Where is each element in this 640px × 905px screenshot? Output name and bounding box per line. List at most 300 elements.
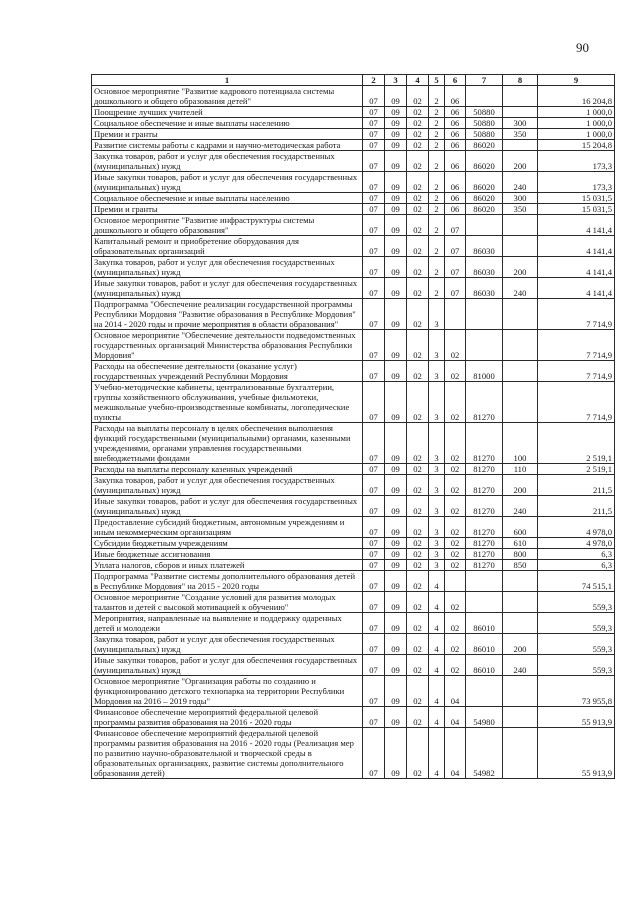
subprogram-code-cell: 2 [429, 236, 445, 257]
item-name-cell: Закупка товаров, работ и услуг для обеспечения государственных (муниципальных) нужд [92, 475, 363, 496]
direction-code-cell: 81000 [466, 361, 503, 382]
amount-cell: 4 141,4 [538, 236, 615, 257]
subsection-code-cell: 09 [385, 538, 407, 549]
subprogram-code-cell: 3 [429, 475, 445, 496]
program-code-cell: 02 [407, 538, 429, 549]
item-name-cell: Мероприятия, направленные на выявление и поддержку одаренных детей и молодежи [92, 613, 363, 634]
item-name-cell: Основное мероприятие "Создание условий для развития молодых талантов и детей с высокой мотивацией к обучению" [92, 592, 363, 613]
item-name-cell: Расходы на выплаты персоналу казенных учреждений [92, 464, 363, 475]
direction-code-cell: 81270 [466, 496, 503, 517]
section-code-cell: 07 [363, 107, 385, 118]
subsection-code-cell: 09 [385, 728, 407, 779]
direction-code-cell: 81270 [466, 517, 503, 538]
table-row [92, 204, 615, 215]
header-row [92, 75, 615, 86]
measure-code-cell: 06 [445, 172, 466, 193]
direction-code-cell: 50880 [466, 107, 503, 118]
measure-code-cell: 04 [445, 676, 466, 707]
table-row [92, 172, 615, 193]
measure-code-cell [445, 571, 466, 592]
header-cell: 2 [363, 75, 385, 86]
table-row [92, 613, 615, 634]
section-code-cell: 07 [363, 118, 385, 129]
item-name-cell: Подпрограмма "Обеспечение реализации государственной программы Республики Мордовия "Развитие образования в Республике Мордовия" на 2014 - 2020 годы и прочие мероприятия в области образования" [92, 299, 363, 330]
direction-code-cell: 81270 [466, 423, 503, 464]
table-row [92, 496, 615, 517]
amount-cell: 15 204,8 [538, 140, 615, 151]
section-code-cell: 07 [363, 257, 385, 278]
subprogram-code-cell: 3 [429, 517, 445, 538]
subsection-code-cell: 09 [385, 571, 407, 592]
section-code-cell: 07 [363, 236, 385, 257]
measure-code-cell: 02 [445, 549, 466, 560]
measure-code-cell: 02 [445, 517, 466, 538]
subsection-code-cell: 09 [385, 86, 407, 107]
measure-code-cell: 06 [445, 129, 466, 140]
amount-cell: 7 714,9 [538, 299, 615, 330]
item-name-cell: Предоставление субсидий бюджетным, автономным учреждениям и иным некоммерческим организациям [92, 517, 363, 538]
measure-code-cell: 07 [445, 236, 466, 257]
amount-cell: 559,3 [538, 655, 615, 676]
amount-cell: 1 000,0 [538, 129, 615, 140]
program-code-cell: 02 [407, 361, 429, 382]
subprogram-code-cell: 4 [429, 571, 445, 592]
section-code-cell: 07 [363, 361, 385, 382]
direction-code-cell: 86010 [466, 613, 503, 634]
expense-type-code-cell: 200 [503, 257, 538, 278]
section-code-cell: 07 [363, 549, 385, 560]
program-code-cell: 02 [407, 107, 429, 118]
item-name-cell: Основное мероприятие "Развитие кадрового потенциала системы дошкольного и общего образования детей" [92, 86, 363, 107]
amount-cell: 55 913,9 [538, 728, 615, 779]
subprogram-code-cell: 3 [429, 464, 445, 475]
subprogram-code-cell: 4 [429, 613, 445, 634]
item-name-cell: Основное мероприятие "Развитие инфраструктуры системы дошкольного и общего образования" [92, 215, 363, 236]
subsection-code-cell: 09 [385, 464, 407, 475]
amount-cell: 15 031,5 [538, 204, 615, 215]
item-name-cell: Иные закупки товаров, работ и услуг для обеспечения государственных (муниципальных) нужд [92, 496, 363, 517]
expense-type-code-cell [503, 86, 538, 107]
program-code-cell: 02 [407, 707, 429, 728]
amount-cell: 2 519,1 [538, 464, 615, 475]
amount-cell: 7 714,9 [538, 330, 615, 361]
measure-code-cell: 02 [445, 592, 466, 613]
direction-code-cell [466, 676, 503, 707]
subprogram-code-cell: 2 [429, 257, 445, 278]
subprogram-code-cell: 2 [429, 86, 445, 107]
program-code-cell: 02 [407, 560, 429, 571]
measure-code-cell: 02 [445, 464, 466, 475]
measure-code-cell: 06 [445, 86, 466, 107]
measure-code-cell: 04 [445, 728, 466, 779]
measure-code-cell: 06 [445, 193, 466, 204]
section-code-cell: 07 [363, 538, 385, 549]
program-code-cell: 02 [407, 236, 429, 257]
subprogram-code-cell: 2 [429, 193, 445, 204]
table-row [92, 464, 615, 475]
expense-type-code-cell: 350 [503, 204, 538, 215]
header-cell: 9 [538, 75, 615, 86]
expense-type-code-cell [503, 382, 538, 423]
item-name-cell: Финансовое обеспечение мероприятий федеральной целевой программы развития образования на 2016 - 2020 годы (Реализация мер по развитию научно-образовательной и творческой среды в образовательных организациях, развитие системы дополнительного образования детей) [92, 728, 363, 779]
direction-code-cell: 86030 [466, 278, 503, 299]
table-row [92, 86, 615, 107]
direction-code-cell: 81270 [466, 475, 503, 496]
item-name-cell: Подпрограмма "Развитие системы дополнительного образования детей в Республике Мордовия" на 2015 - 2020 годы [92, 571, 363, 592]
expense-type-code-cell [503, 215, 538, 236]
program-code-cell: 02 [407, 140, 429, 151]
expense-type-code-cell [503, 676, 538, 707]
subprogram-code-cell: 2 [429, 107, 445, 118]
measure-code-cell: 02 [445, 538, 466, 549]
budget-table [91, 74, 615, 779]
amount-cell: 559,3 [538, 613, 615, 634]
subsection-code-cell: 09 [385, 655, 407, 676]
section-code-cell: 07 [363, 129, 385, 140]
expense-type-code-cell [503, 707, 538, 728]
program-code-cell: 02 [407, 118, 429, 129]
expense-type-code-cell: 110 [503, 464, 538, 475]
program-code-cell: 02 [407, 330, 429, 361]
expense-type-code-cell [503, 107, 538, 118]
subsection-code-cell: 09 [385, 676, 407, 707]
item-name-cell: Развитие системы работы с кадрами и научно-методическая работа [92, 140, 363, 151]
table-row [92, 299, 615, 330]
subsection-code-cell: 09 [385, 151, 407, 172]
section-code-cell: 07 [363, 634, 385, 655]
direction-code-cell [466, 330, 503, 361]
subsection-code-cell: 09 [385, 140, 407, 151]
amount-cell: 4 978,0 [538, 538, 615, 549]
expense-type-code-cell: 100 [503, 423, 538, 464]
measure-code-cell: 06 [445, 107, 466, 118]
program-code-cell: 02 [407, 193, 429, 204]
section-code-cell: 07 [363, 496, 385, 517]
direction-code-cell [466, 592, 503, 613]
subprogram-code-cell: 3 [429, 361, 445, 382]
item-name-cell: Социальное обеспечение и иные выплаты населению [92, 118, 363, 129]
expense-type-code-cell [503, 140, 538, 151]
program-code-cell: 02 [407, 299, 429, 330]
table-row [92, 330, 615, 361]
direction-code-cell [466, 86, 503, 107]
program-code-cell: 02 [407, 475, 429, 496]
direction-code-cell: 86020 [466, 204, 503, 215]
subprogram-code-cell: 2 [429, 129, 445, 140]
expense-type-code-cell [503, 299, 538, 330]
measure-code-cell: 07 [445, 215, 466, 236]
table-body [92, 86, 615, 779]
direction-code-cell: 86020 [466, 172, 503, 193]
program-code-cell: 02 [407, 129, 429, 140]
subprogram-code-cell: 3 [429, 382, 445, 423]
expense-type-code-cell [503, 592, 538, 613]
section-code-cell: 07 [363, 382, 385, 423]
direction-code-cell [466, 571, 503, 592]
table-row [92, 517, 615, 538]
expense-type-code-cell: 600 [503, 517, 538, 538]
subprogram-code-cell: 4 [429, 707, 445, 728]
item-name-cell: Финансовое обеспечение мероприятий федеральной целевой программы развития образования на 2016 - 2020 годы [92, 707, 363, 728]
section-code-cell: 07 [363, 140, 385, 151]
measure-code-cell: 07 [445, 278, 466, 299]
subsection-code-cell: 09 [385, 613, 407, 634]
expense-type-code-cell: 200 [503, 151, 538, 172]
section-code-cell: 07 [363, 728, 385, 779]
amount-cell: 211,5 [538, 475, 615, 496]
program-code-cell: 02 [407, 172, 429, 193]
subprogram-code-cell: 2 [429, 172, 445, 193]
measure-code-cell: 02 [445, 496, 466, 517]
program-code-cell: 02 [407, 613, 429, 634]
direction-code-cell: 81270 [466, 538, 503, 549]
section-code-cell: 07 [363, 278, 385, 299]
amount-cell: 4 141,4 [538, 278, 615, 299]
amount-cell: 559,3 [538, 592, 615, 613]
item-name-cell: Премии и гранты [92, 129, 363, 140]
amount-cell: 2 519,1 [538, 423, 615, 464]
program-code-cell: 02 [407, 423, 429, 464]
subsection-code-cell: 09 [385, 475, 407, 496]
measure-code-cell: 04 [445, 707, 466, 728]
section-code-cell: 07 [363, 475, 385, 496]
section-code-cell: 07 [363, 676, 385, 707]
subprogram-code-cell: 3 [429, 330, 445, 361]
direction-code-cell: 86010 [466, 634, 503, 655]
amount-cell: 1 000,0 [538, 118, 615, 129]
table-row [92, 129, 615, 140]
section-code-cell: 07 [363, 151, 385, 172]
direction-code-cell: 54982 [466, 728, 503, 779]
subprogram-code-cell: 3 [429, 560, 445, 571]
direction-code-cell: 86030 [466, 236, 503, 257]
table-row [92, 215, 615, 236]
subsection-code-cell: 09 [385, 129, 407, 140]
section-code-cell: 07 [363, 215, 385, 236]
measure-code-cell: 02 [445, 330, 466, 361]
item-name-cell: Расходы на выплаты персоналу в целях обеспечения выполнения функций государственными (муниципальными) органами, казенными учреждениями, органами управления государственными внебюджетными фондами [92, 423, 363, 464]
measure-code-cell: 02 [445, 655, 466, 676]
expense-type-code-cell [503, 613, 538, 634]
expense-type-code-cell [503, 728, 538, 779]
expense-type-code-cell [503, 330, 538, 361]
amount-cell: 211,5 [538, 496, 615, 517]
amount-cell: 1 000,0 [538, 107, 615, 118]
subprogram-code-cell: 2 [429, 215, 445, 236]
table-row [92, 634, 615, 655]
subsection-code-cell: 09 [385, 423, 407, 464]
table-row [92, 538, 615, 549]
subprogram-code-cell: 3 [429, 538, 445, 549]
expense-type-code-cell: 300 [503, 118, 538, 129]
measure-code-cell: 02 [445, 475, 466, 496]
expense-type-code-cell [503, 236, 538, 257]
section-code-cell: 07 [363, 193, 385, 204]
subsection-code-cell: 09 [385, 517, 407, 538]
expense-type-code-cell: 850 [503, 560, 538, 571]
subsection-code-cell: 09 [385, 634, 407, 655]
subsection-code-cell: 09 [385, 107, 407, 118]
subsection-code-cell: 09 [385, 361, 407, 382]
program-code-cell: 02 [407, 151, 429, 172]
measure-code-cell: 06 [445, 140, 466, 151]
program-code-cell: 02 [407, 278, 429, 299]
amount-cell: 73 955,8 [538, 676, 615, 707]
item-name-cell: Иные закупки товаров, работ и услуг для обеспечения государственных (муниципальных) нужд [92, 278, 363, 299]
measure-code-cell: 02 [445, 613, 466, 634]
table-row [92, 423, 615, 464]
item-name-cell: Иные закупки товаров, работ и услуг для обеспечения государственных (муниципальных) нужд [92, 655, 363, 676]
subsection-code-cell: 09 [385, 118, 407, 129]
amount-cell: 4 141,4 [538, 215, 615, 236]
table-row [92, 475, 615, 496]
measure-code-cell: 02 [445, 560, 466, 571]
section-code-cell: 07 [363, 330, 385, 361]
subsection-code-cell: 09 [385, 707, 407, 728]
header-cell: 7 [466, 75, 503, 86]
table-row [92, 549, 615, 560]
table-row [92, 107, 615, 118]
direction-code-cell: 86020 [466, 193, 503, 204]
direction-code-cell: 86030 [466, 257, 503, 278]
subprogram-code-cell: 2 [429, 278, 445, 299]
direction-code-cell: 81270 [466, 464, 503, 475]
amount-cell: 559,3 [538, 634, 615, 655]
subsection-code-cell: 09 [385, 172, 407, 193]
expense-type-code-cell: 300 [503, 193, 538, 204]
measure-code-cell: 06 [445, 118, 466, 129]
table-row [92, 278, 615, 299]
direction-code-cell: 81270 [466, 549, 503, 560]
item-name-cell: Иные закупки товаров, работ и услуг для обеспечения государственных (муниципальных) нужд [92, 172, 363, 193]
subsection-code-cell: 09 [385, 257, 407, 278]
item-name-cell: Закупка товаров, работ и услуг для обеспечения государственных (муниципальных) нужд [92, 634, 363, 655]
subsection-code-cell: 09 [385, 496, 407, 517]
subprogram-code-cell: 3 [429, 496, 445, 517]
item-name-cell: Субсидии бюджетным учреждениям [92, 538, 363, 549]
program-code-cell: 02 [407, 634, 429, 655]
section-code-cell: 07 [363, 613, 385, 634]
header-cell: 8 [503, 75, 538, 86]
program-code-cell: 02 [407, 86, 429, 107]
program-code-cell: 02 [407, 592, 429, 613]
measure-code-cell [445, 299, 466, 330]
table-row [92, 655, 615, 676]
item-name-cell: Расходы на обеспечение деятельности (оказание услуг) государственных учреждений Республики Мордовия [92, 361, 363, 382]
header-cell: 1 [92, 75, 363, 86]
item-name-cell: Уплата налогов, сборов и иных платежей [92, 560, 363, 571]
section-code-cell: 07 [363, 204, 385, 215]
direction-code-cell: 81270 [466, 560, 503, 571]
program-code-cell: 02 [407, 549, 429, 560]
subprogram-code-cell: 4 [429, 592, 445, 613]
table-row [92, 118, 615, 129]
table-row [92, 257, 615, 278]
expense-type-code-cell [503, 361, 538, 382]
program-code-cell: 02 [407, 382, 429, 423]
amount-cell: 4 141,4 [538, 257, 615, 278]
amount-cell: 173,3 [538, 151, 615, 172]
subsection-code-cell: 09 [385, 560, 407, 571]
program-code-cell: 02 [407, 204, 429, 215]
subsection-code-cell: 09 [385, 278, 407, 299]
page-number: 90 [576, 40, 589, 55]
subprogram-code-cell: 2 [429, 140, 445, 151]
subprogram-code-cell: 2 [429, 118, 445, 129]
table-row [92, 707, 615, 728]
table-row [92, 382, 615, 423]
expense-type-code-cell [503, 571, 538, 592]
program-code-cell: 02 [407, 215, 429, 236]
amount-cell: 6,3 [538, 549, 615, 560]
subsection-code-cell: 09 [385, 549, 407, 560]
direction-code-cell: 86020 [466, 151, 503, 172]
expense-type-code-cell: 240 [503, 496, 538, 517]
table-row [92, 236, 615, 257]
direction-code-cell [466, 215, 503, 236]
program-code-cell: 02 [407, 464, 429, 475]
direction-code-cell: 86010 [466, 655, 503, 676]
item-name-cell: Основное мероприятие "Обеспечение деятельности подведомственных государственных организаций Министерства образования Республики Мордовия" [92, 330, 363, 361]
table-row [92, 193, 615, 204]
amount-cell: 7 714,9 [538, 382, 615, 423]
expense-type-code-cell: 240 [503, 655, 538, 676]
section-code-cell: 07 [363, 560, 385, 571]
subprogram-code-cell: 3 [429, 549, 445, 560]
section-code-cell: 07 [363, 707, 385, 728]
program-code-cell: 02 [407, 257, 429, 278]
amount-cell: 6,3 [538, 560, 615, 571]
subsection-code-cell: 09 [385, 330, 407, 361]
header-cell: 4 [407, 75, 429, 86]
table-row [92, 361, 615, 382]
item-name-cell: Капитальный ремонт и приобретение оборудования для образовательных организаций [92, 236, 363, 257]
subsection-code-cell: 09 [385, 204, 407, 215]
section-code-cell: 07 [363, 571, 385, 592]
section-code-cell: 07 [363, 299, 385, 330]
amount-cell: 55 913,9 [538, 707, 615, 728]
section-code-cell: 07 [363, 464, 385, 475]
amount-cell: 16 204,8 [538, 86, 615, 107]
program-code-cell: 02 [407, 496, 429, 517]
item-name-cell: Закупка товаров, работ и услуг для обеспечения государственных (муниципальных) нужд [92, 257, 363, 278]
expense-type-code-cell: 610 [503, 538, 538, 549]
subsection-code-cell: 09 [385, 382, 407, 423]
direction-code-cell: 50880 [466, 129, 503, 140]
amount-cell: 15 031,5 [538, 193, 615, 204]
amount-cell: 74 515,1 [538, 571, 615, 592]
item-name-cell: Основное мероприятие "Организация работы по созданию и функционированию детского технопарка на территории Республики Мордовия на 2016 – 2019 годы" [92, 676, 363, 707]
section-code-cell: 07 [363, 172, 385, 193]
table-row [92, 676, 615, 707]
table-row [92, 728, 615, 779]
item-name-cell: Иные бюджетные ассигнования [92, 549, 363, 560]
subprogram-code-cell: 3 [429, 299, 445, 330]
subprogram-code-cell: 4 [429, 728, 445, 779]
header-cell: 5 [429, 75, 445, 86]
expense-type-code-cell: 800 [503, 549, 538, 560]
table-row [92, 151, 615, 172]
amount-cell: 4 978,0 [538, 517, 615, 538]
measure-code-cell: 07 [445, 257, 466, 278]
item-name-cell: Закупка товаров, работ и услуг для обеспечения государственных (муниципальных) нужд [92, 151, 363, 172]
section-code-cell: 07 [363, 423, 385, 464]
measure-code-cell: 06 [445, 151, 466, 172]
subprogram-code-cell: 2 [429, 204, 445, 215]
item-name-cell: Социальное обеспечение и иные выплаты населению [92, 193, 363, 204]
expense-type-code-cell: 200 [503, 634, 538, 655]
header-cell: 3 [385, 75, 407, 86]
